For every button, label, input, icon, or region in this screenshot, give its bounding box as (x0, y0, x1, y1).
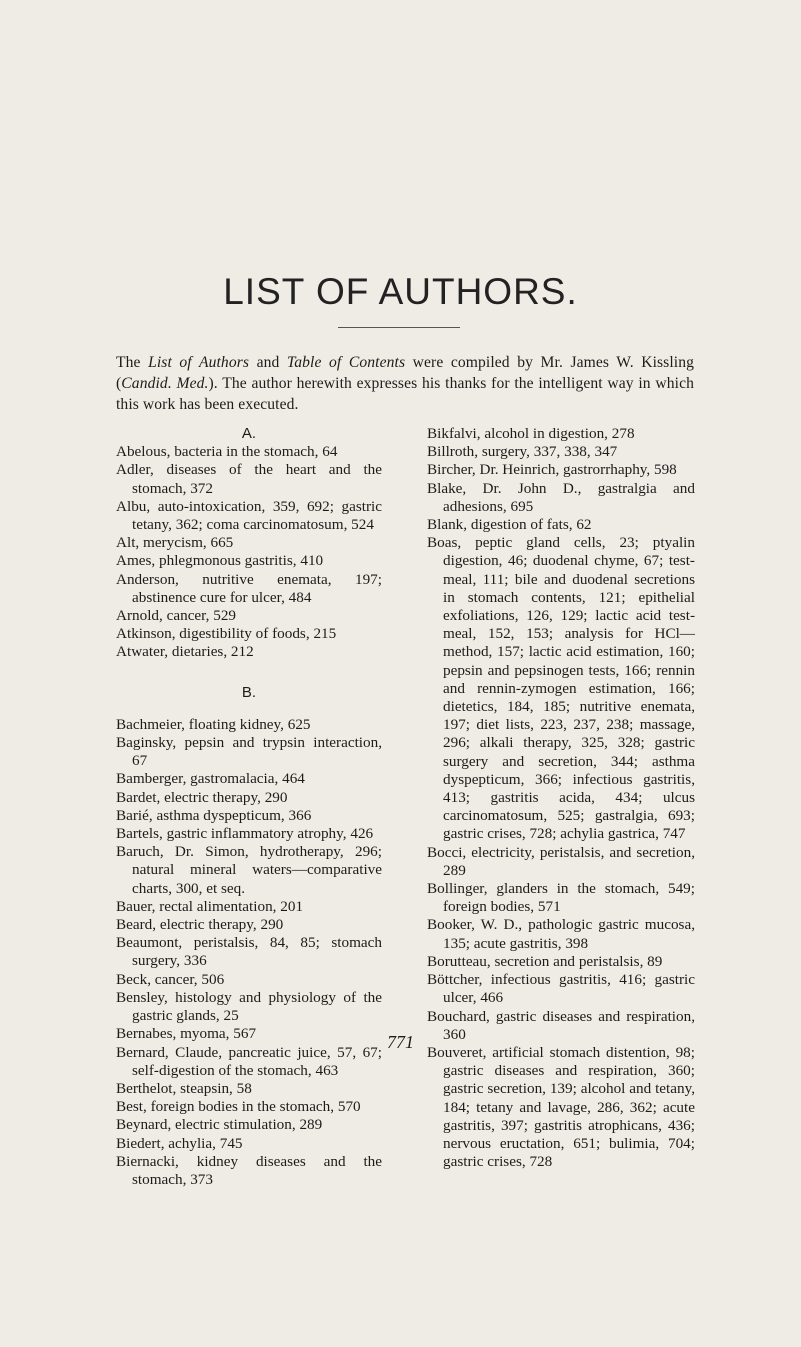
index-entry: Bikfalvi, alcohol in digestion, 278 (427, 425, 635, 442)
section-heading-a: A. (241, 425, 257, 442)
index-entry: Beard, electric therapy, 290 (116, 916, 284, 934)
index-entry: Adler, diseases of the heart and the stomach, 372 (116, 461, 382, 497)
index-entry: Baginsky, pepsin and trypsin interaction, 67 (116, 734, 382, 770)
intro-paragraph (116, 352, 694, 415)
right-column (427, 425, 695, 1171)
index-entry: Atwater, dietaries, 212 (116, 643, 254, 661)
index-entry: Böttcher, infectious gastritis, 416; gastric ulcer, 466 (427, 971, 695, 1007)
intro-text: The (116, 353, 149, 371)
index-entry: Booker, W. D., pathologic gastric mucosa, 135; acute gastritis, 398 (427, 916, 695, 952)
title-rule (338, 327, 460, 328)
index-entry: Borutteau, secretion and peristalsis, 89 (427, 952, 663, 970)
index-entry: Bamberger, gastromalacia, 464 (116, 770, 305, 788)
index-entry: Biedert, achylia, 745 (116, 1134, 243, 1152)
page-number: 771 (387, 1032, 414, 1052)
intro-italic: List of Authors (148, 353, 250, 371)
index-entry: Bocci, electricity, peristalsis, and secretion, 289 (427, 843, 695, 879)
index-entry: Abelous, bacteria in the stomach, 64 (116, 443, 338, 461)
index-entry: Bouveret, artificial stomach distention, 98; gastric diseases and respiration, 360; gastric secretion, 139; alcohol and tetany, 184; tetany and lavage, 286, 362; acute gastritis, 397; gastritis atrophicans, 436; nervous eructation, 651; bulimia, 704; gastric crises, 728 (427, 1043, 695, 1171)
intro-text: ). The author herewith expresses his thanks for the intelligent way in which this work has been executed. (116, 374, 694, 413)
index-entry: Beynard, electric stimulation, 289 (116, 1116, 323, 1134)
index-entry: Bachmeier, floating kidney, 625 (116, 715, 311, 733)
index-entry: Anderson, nutritive enemata, 197; abstinence cure for ulcer, 484 (116, 570, 382, 606)
index-entry: Beck, cancer, 506 (116, 970, 225, 988)
index-entry: Ames, phlegmonous gastritis, 410 (116, 552, 324, 570)
left-column (116, 425, 382, 1189)
index-entry: Bollinger, glanders in the stomach, 549; foreign bodies, 571 (427, 880, 695, 916)
index-entry: Beaumont, peristalsis, 84, 85; stomach surgery, 336 (116, 934, 382, 970)
index-entry: Biernacki, kidney diseases and the stomach, 373 (116, 1152, 382, 1188)
intro-italic: Table of Contents (286, 353, 406, 371)
index-entry: Best, foreign bodies in the stomach, 570 (116, 1098, 361, 1116)
index-entry: Alt, merycism, 665 (116, 534, 234, 552)
index-entry: Bircher, Dr. Heinrich, gastrorrhaphy, 598 (427, 461, 677, 479)
index-entry: Arnold, cancer, 529 (116, 607, 237, 625)
entries-right (427, 425, 695, 1171)
index-entry: Boas, peptic gland cells, 23; ptyalin digestion, 46; duodenal chyme, 67; test-meal, 111; bile and duodenal secretions in stomach contents, 121; epithelial exfoliations, 126, 129; lactic acid test-meal, 152, 153; analysis for HCl—method, 157; lactic acid estimation, 160; pepsin and pepsinogen tests, 166; rennin and rennin-zymogen estimation, 166; dietetics, 184, 185; nutritive enemata, 197; diet lists, 223, 237, 238; massage, 296; alkali therapy, 325, 328; gastric surgery and secretion, 344; asthma dyspepticum, 366; infectious gastritis, 413; gastritis acida, 434; ulcus carcinomatosum, 525; gastralgia, 693; gastric crises, 728; achylia gastrica, 747 (427, 534, 695, 843)
index-entry: Baruch, Dr. Simon, hydrotherapy, 296; natural mineral waters—comparative charts, 300, et seq. (116, 843, 382, 897)
index-entry: Bartels, gastric inflammatory atrophy, 426 (116, 825, 374, 843)
index-entry: Blake, Dr. John D., gastralgia and adhesions, 695 (427, 479, 695, 515)
index-entry: Bouchard, gastric diseases and respiration, 360 (427, 1007, 695, 1043)
index-entry: Albu, auto-intoxication, 359, 692; gastric tetany, 362; coma carcinomatosum, 524 (116, 497, 382, 534)
index-entry: Berthelot, steapsin, 58 (116, 1079, 252, 1097)
index-entry: Bauer, rectal alimentation, 201 (116, 897, 304, 915)
index-entry: Atkinson, digestibility of foods, 215 (116, 625, 337, 643)
section-heading-b: B. (241, 683, 257, 701)
index-entry: Bernard, Claude, pancreatic juice, 57, 67; self-digestion of the stomach, 463 (116, 1043, 382, 1079)
entries-a (116, 443, 382, 661)
index-entry: Billroth, surgery, 337, 338, 347 (427, 443, 618, 461)
index-entry: Barié, asthma dyspepticum, 366 (116, 806, 312, 824)
index-entry: Bernabes, myoma, 567 (116, 1025, 257, 1043)
intro-text: and (249, 353, 287, 371)
index-entry: Bardet, electric therapy, 290 (116, 788, 288, 806)
entries-b (116, 716, 382, 1189)
intro-text: were compiled by Mr. James W. Kissling ( (116, 353, 695, 392)
index-entry: Blank, digestion of fats, 62 (427, 516, 592, 534)
page-title: LIST OF AUTHORS. (223, 271, 578, 312)
index-entry: Bensley, histology and physiology of the gastric glands, 25 (116, 988, 382, 1025)
intro-italic: Candid. Med. (121, 374, 209, 392)
